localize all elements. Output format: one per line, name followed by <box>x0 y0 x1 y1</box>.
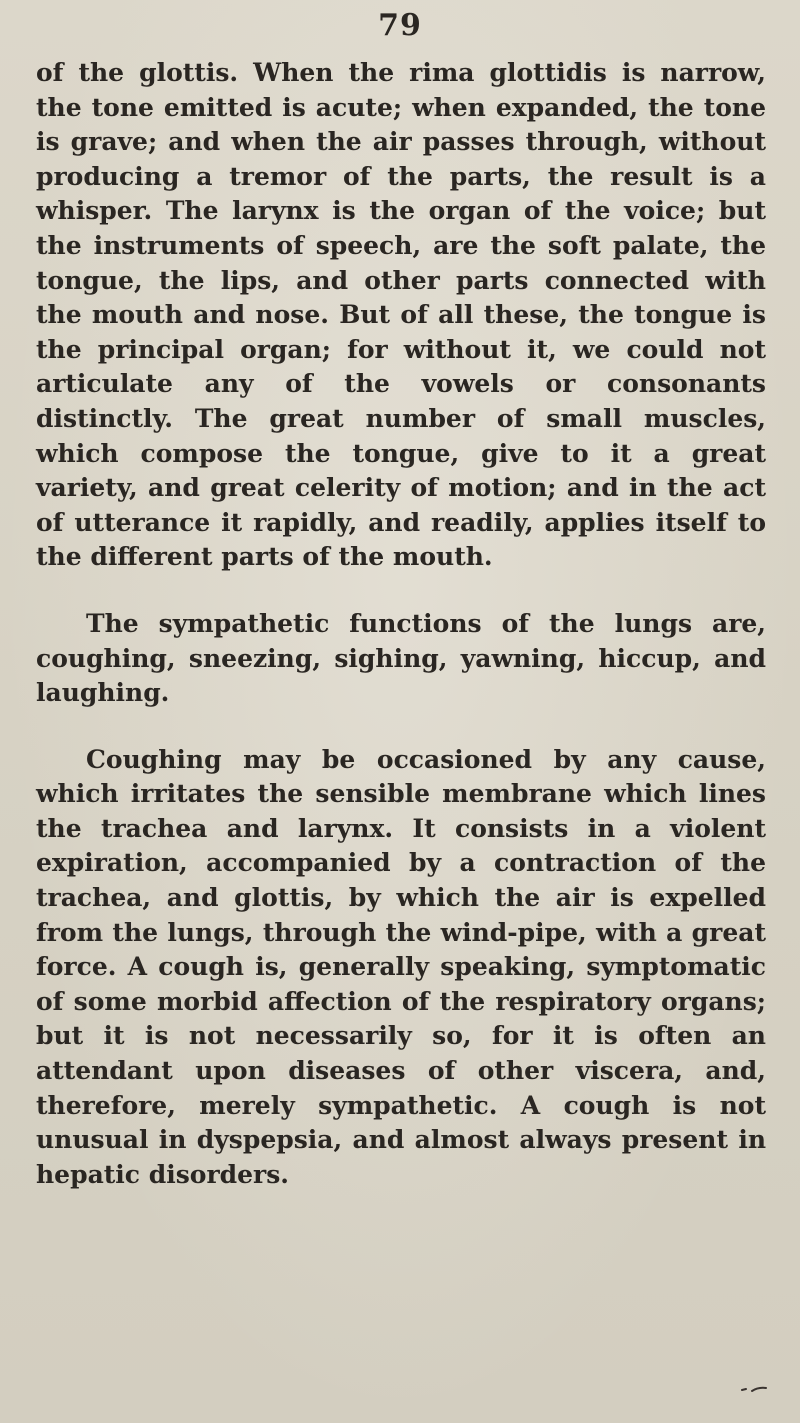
page-number: 79 <box>378 8 422 43</box>
paragraph-sympathetic-functions: The sympathetic functions of the lungs are, coughing, sneezing, sighing, yawning, hiccup, and laughing. <box>36 608 766 708</box>
paragraph-glottis-speech: of the glottis. When the rima glottidis is narrow, the tone emitted is acute; when expanded, the tone is grave; and when the air passes through, without producing a tremor of the parts, the result is a whisper. The larynx is the organ of the voice; but the instruments of speech, are the soft palate, the tongue, the lips, and other parts connected with the mouth and nose. But of all these, the tongue is the principal organ; for without it, we could not articulate any of the vowels or consonants distinctly. The great number of small muscles, which compose the tongue, give to it a great variety, and great celerity of motion; and in the act of utterance it rapidly, and readily, applies itself to the different parts of the mouth. <box>36 58 766 572</box>
paragraph-coughing: Coughing may be occasioned by any cause, which irritates the sensible membrane which lines the trachea and larynx. It consists in a violent expiration, accompanied by a contraction of the trachea, and glottis, by which the air is expelled from the lungs, through the wind-pipe, with a great force. A cough is, generally speaking, symptomatic of some morbid affection of the respiratory organs; but it is not necessarily so, for it is often an attendant upon diseases of other viscera, and, therefore, merely sympathetic. A cough is not unusual in dyspepsia, and almost always present in hepatic disorders. <box>36 744 766 1189</box>
ink-smudge-mark <box>740 1384 770 1394</box>
body-text <box>36 56 766 1192</box>
